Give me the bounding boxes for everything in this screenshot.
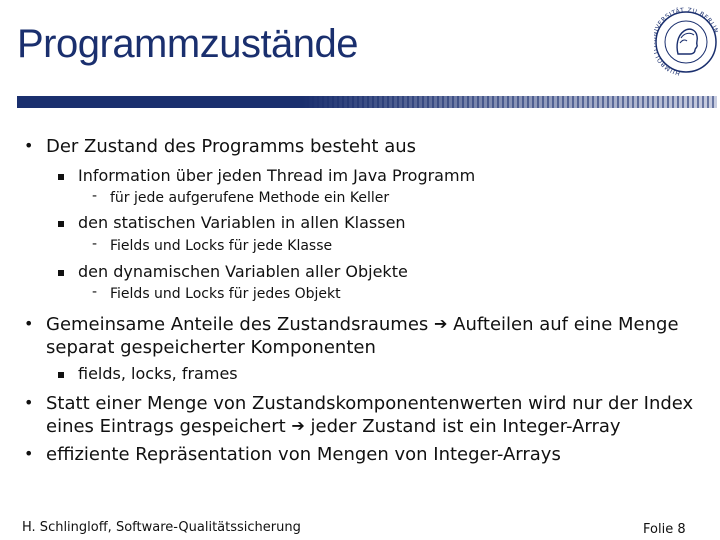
square-bullet [58,372,64,378]
arrow-right-icon: ➔ [434,314,448,333]
bullet-dot: • [24,393,34,412]
footer-author: H. Schlingloff, Software-Qualitätssicherung [22,520,301,535]
bullet-2-line2: separat gespeicherter Komponenten [46,337,376,358]
bullet-2-text-a: Gemeinsame Anteile des Zustandsraumes [46,314,429,335]
dash-bullet: - [92,236,98,252]
bullet-3-line2 [46,416,621,437]
bullet-1-2-1-text: Fields und Locks für jede Klasse [110,238,333,254]
bullet-3-line1: Statt einer Menge von Zustandskomponentenwerten wird nur der Index [46,393,694,414]
square-bullet [58,174,64,180]
bullet-2-text-b: Aufteilen auf eine Menge [453,314,679,335]
square-bullet [58,270,64,276]
bullet-1-text: Der Zustand des Programms besteht aus [46,136,417,157]
bullet-dot: • [24,314,34,333]
dash-bullet: - [92,188,98,204]
bullet-1-3-1-text: Fields und Locks für jedes Objekt [110,286,341,302]
bullet-1-2-text: den statischen Variablen in allen Klassen [78,213,406,232]
bullet-2-1-text: fields, locks, frames [78,364,238,383]
arrow-right-icon: ➔ [291,416,305,435]
bullet-dot: • [24,136,34,155]
bullet-3-text-a: eines Eintrags gespeichert [46,416,286,437]
bullet-1-3-text: den dynamischen Variablen aller Objekte [78,262,408,281]
footer-page-number: Folie 8 [643,522,686,537]
bullet-4-text: effiziente Repräsentation von Mengen von Integer-Arrays [46,444,561,465]
square-bullet [58,221,64,227]
svg-text:HUMBOLDT-UNIVERSITÄT ZU BERLIN: HUMBOL VERSITÄT ZU BERLI [654,6,718,77]
bullet-3-text-b: jeder Zustand ist ein Integer-Array [310,416,621,437]
bullet-dot: • [24,444,34,463]
dash-bullet: - [92,284,98,300]
bullet-1-1-1-text: für jede aufgerufene Methode ein Keller [110,190,390,206]
bullet-1-1-text: Information über jeden Thread im Java Programm [78,166,476,185]
page-title: Programmzustände [17,22,359,66]
bullet-2-line1 [46,314,679,335]
